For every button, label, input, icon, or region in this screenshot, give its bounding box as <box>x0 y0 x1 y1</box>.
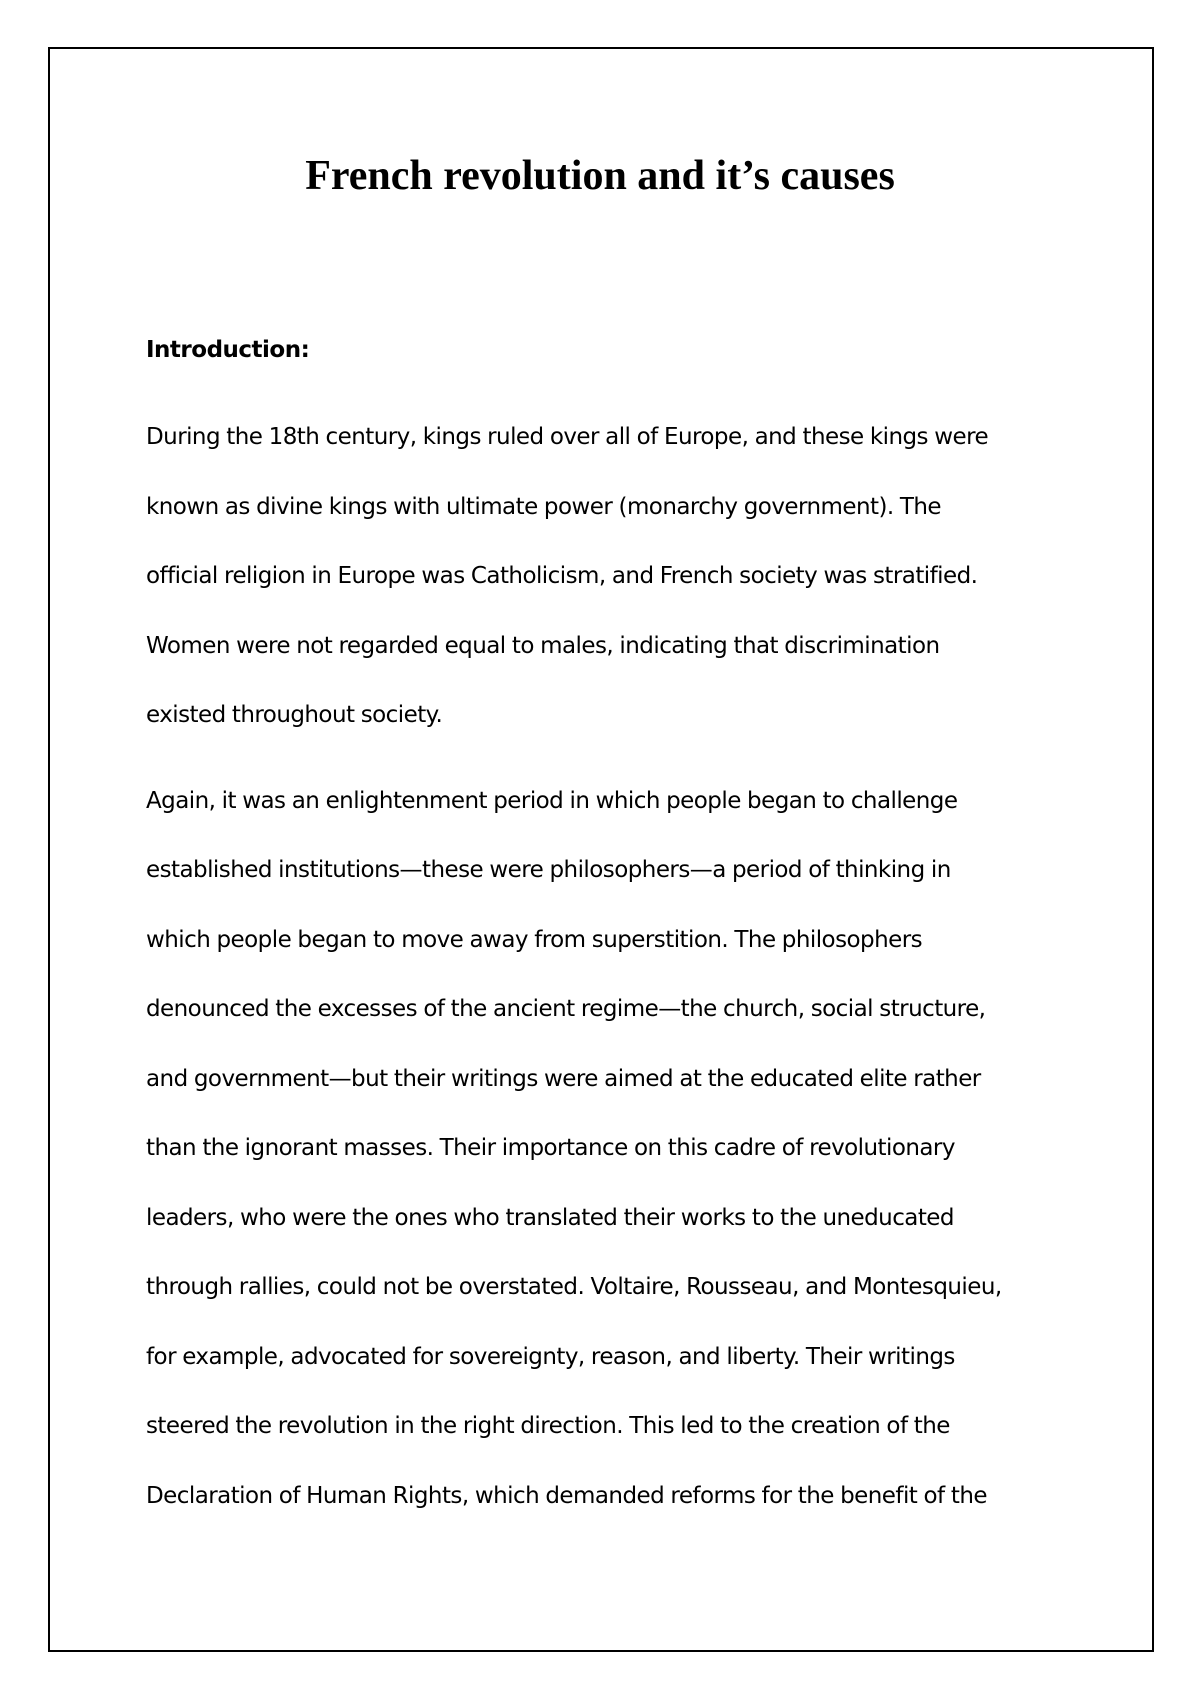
text-line: for example, advocated for sovereignty, reason, and liberty. Their writings <box>146 1343 955 1370</box>
text-line: leaders, who were the ones who translated their works to the uneducated <box>146 1204 954 1231</box>
text-line: Declaration of Human Rights, which demanded reforms for the benefit of the <box>146 1482 987 1509</box>
text-line: which people began to move away from superstition. The philosophers <box>146 926 923 953</box>
text-line: known as divine kings with ultimate power (monarchy government). The <box>146 493 942 520</box>
text-line: official religion in Europe was Catholicism, and French society was stratified. <box>146 563 978 589</box>
text-line: through rallies, could not be overstated. Voltaire, Rousseau, and Montesquieu, <box>146 1274 1002 1300</box>
text-line: Women were not regarded equal to males, indicating that discrimination <box>146 632 940 659</box>
text-line: Again, it was an enlightenment period in which people began to challenge <box>146 787 958 814</box>
section-heading: Introduction: <box>146 337 310 363</box>
document-body <box>146 330 1076 1547</box>
paragraph-1 <box>146 403 1076 751</box>
paragraph-2 <box>146 767 1076 1532</box>
text-line: established institutions—these were philosophers—a period of thinking in <box>146 857 951 883</box>
document-title: French revolution and it’s causes <box>305 153 895 199</box>
text-line: steered the revolution in the right direction. This led to the creation of the <box>146 1413 950 1439</box>
text-line: During the 18th century, kings ruled over all of Europe, and these kings were <box>146 424 989 450</box>
text-line: existed throughout society. <box>146 702 443 728</box>
text-line: than the ignorant masses. Their importance on this cadre of revolutionary <box>146 1135 955 1161</box>
text-line: and government—but their writings were aimed at the educated elite rather <box>146 1065 981 1092</box>
text-line: denounced the excesses of the ancient regime—the church, social structure, <box>146 996 986 1022</box>
